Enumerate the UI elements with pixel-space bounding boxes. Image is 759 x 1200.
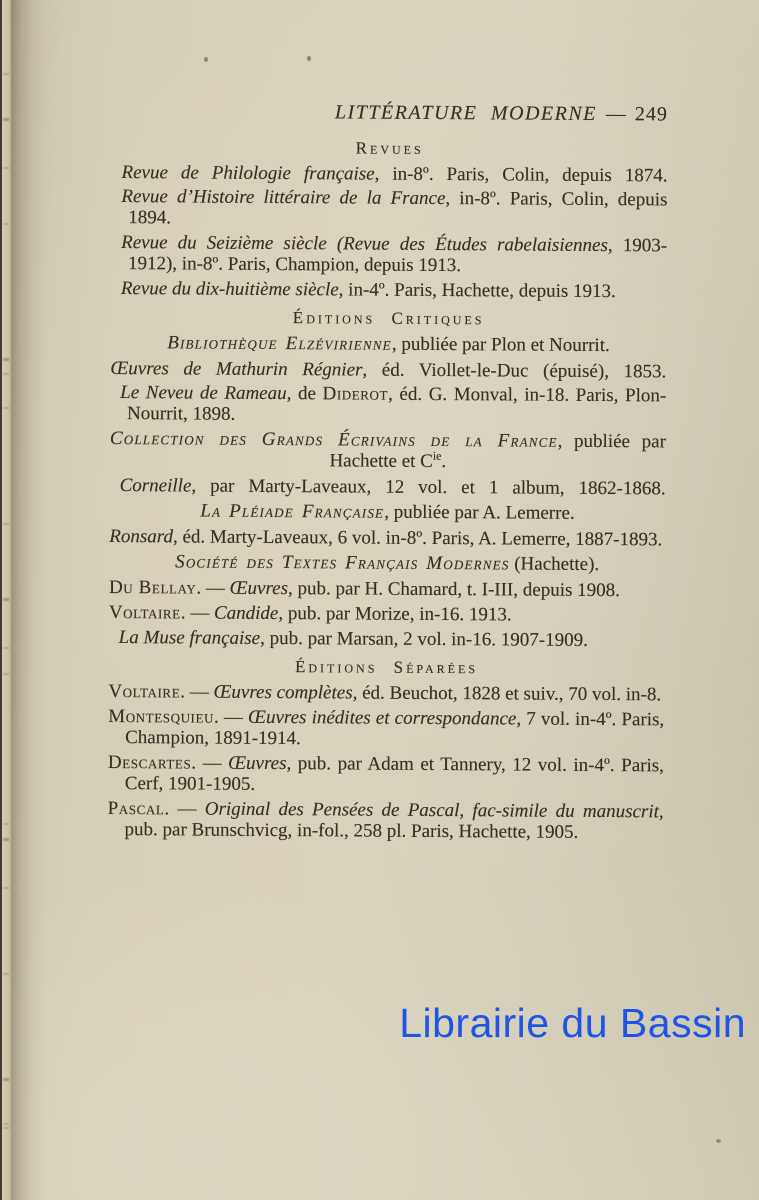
entry-bibliotheque-elzevirienne [110, 332, 666, 356]
text-segment-ro: , par Marty-Laveaux, 12 vol. et 1 album, 1862-1868. [191, 475, 666, 500]
text-segment-ro: , in-8º. Paris, Colin, depuis 1874. [374, 163, 668, 187]
text-segment-sc: Du Bellay [108, 576, 197, 599]
page-number: 249 [634, 103, 668, 126]
text-segment-it: Ronsard [109, 525, 174, 548]
entry-collection-grands-ecrivains [110, 428, 666, 473]
entry-revue-histoire-litteraire [111, 186, 667, 231]
text-segment-ro: , in-4º. Paris, Hachette, depuis 1913. [338, 279, 616, 303]
text-segment-sc: Pascal [107, 797, 165, 820]
entry-ronsard [109, 526, 665, 550]
text-segment-it: Œuvres inédites et correspondance [248, 706, 517, 730]
paper-speck [307, 56, 311, 61]
text-segment-ro: , pub. par Morize, in-16. 1913. [278, 603, 512, 626]
text-segment-it: Œuvres [229, 577, 289, 600]
paper-speck [204, 57, 208, 62]
text-segment-sc: Diderot [322, 383, 389, 405]
section-heading-editions-separees: Éditions Séparées [294, 657, 479, 678]
text-segment-ro: , éd. Viollet-le-Duc (épuisé), 1853. [362, 359, 667, 383]
text-segment-it: Œuvres de Mathurin Régnier [110, 357, 363, 381]
text-segment-ro: (Hachette). [509, 553, 600, 575]
text-segment-ro: . — [213, 706, 249, 728]
text-segment-ro: . — [180, 602, 215, 624]
text-segment-it: Revue du Seizième siècle (Revue des Études rabelaisiennes [121, 232, 608, 257]
text-segment-ro: , éd. Marty-Laveaux, 6 vol. in-8º. Paris, A. Lemerre, 1887-1893. [172, 526, 663, 551]
text-segment-sc: Descartes [107, 751, 192, 774]
paper-speck [716, 1139, 721, 1143]
text-segment-ro: , éd. Beuchot, 1828 et suiv., 70 vol. in-8. [352, 682, 662, 706]
text-segment-ro: . — [191, 752, 229, 774]
text-segment-sc: Voltaire [108, 601, 181, 624]
text-segment-sup: ie [432, 449, 442, 463]
entry-revue-de-philologie-francaise [111, 162, 667, 186]
section-heading-revues: Revues [355, 138, 424, 158]
entry-voltaire-oeuvres-completes [108, 681, 664, 705]
running-head-title: LITTÉRATURE MODERNE [334, 101, 597, 125]
text-segment-it: Candide [213, 602, 279, 625]
text-segment-it: Corneille [119, 475, 192, 497]
entry-revue-du-seizieme-siecle [111, 232, 667, 277]
text-segment-itc: Société des Textes Français Modernes [175, 551, 510, 575]
text-segment-it: Original des Pensées de Pascal, fac-simile du manuscrit, [204, 798, 664, 823]
entry-voltaire-candide [109, 602, 665, 626]
page-text-block [107, 100, 668, 846]
section-heading-editions-critiques: Éditions Critiques [292, 308, 485, 329]
text-segment-it: Revue d’Histoire littéraire de la France [121, 186, 446, 210]
entry-corneille [110, 475, 666, 499]
entry-le-neveu-de-rameau [110, 382, 666, 427]
section-revues [111, 137, 668, 302]
entry-montesquieu-oeuvres-inedites [108, 706, 664, 751]
text-segment-itc: Bibliothèque Elzévirienne [167, 332, 392, 355]
text-segment-it: Le Neveu de Rameau [120, 382, 287, 405]
text-segment-ro: , pub. par H. Chamard, t. I-III, depuis 1908. [287, 578, 620, 602]
facing-page-text-residue [3, 0, 9, 1200]
gutter-shadow [11, 0, 45, 1200]
entry-pascal-original-des-pensees [107, 798, 663, 843]
text-segment-ro: , de [286, 383, 323, 405]
text-segment-ro: , éd. G. Monval, in-18. Paris, Plon-Nourrit, 1898. [127, 383, 667, 425]
text-segment-itc: La Pléiade Française [200, 500, 385, 523]
entry-societe-textes-francais-modernes [109, 551, 665, 575]
entry-descartes-oeuvres [108, 752, 664, 797]
section-editions-separees [107, 656, 664, 843]
entry-la-pleiade-francaise [109, 500, 665, 524]
text-segment-it: La Muse française [118, 627, 261, 649]
text-segment-ro: , publiée par Hachette et C [329, 430, 667, 472]
entry-la-muse-francaise [109, 627, 665, 651]
text-segment-ro: , 7 vol. in-4º. Paris, Champion, 1891-1914. [125, 708, 665, 750]
text-segment-ro: . — [196, 577, 230, 599]
text-segment-ro: , publiée par Plon et Nourrit. [391, 333, 610, 357]
text-segment-ro: , 1903-1912), in-8º. Paris, Champion, depuis 1913. [127, 235, 668, 277]
text-segment-it: Revue de Philologie française [121, 162, 375, 185]
section-editions-critiques [109, 307, 667, 651]
facing-page-edge [2, 0, 11, 1200]
text-segment-itc: Collection des Grands Écrivains de la France [109, 427, 558, 452]
text-segment-ro: , publiée par A. Lemerre. [384, 501, 575, 524]
text-segment-it: Revue du dix-huitième siècle [120, 278, 339, 301]
entry-revue-du-dix-huitieme-siecle [111, 278, 667, 302]
running-head-separator: — [605, 103, 626, 126]
bookseller-watermark: Librairie du Bassin [399, 1000, 746, 1046]
text-segment-ro: , pub. par Marsan, 2 vol. in-16. 1907-1909. [260, 627, 588, 651]
text-segment-ro: . — [180, 681, 214, 703]
entry-oeuvres-mathurin-regnier [110, 358, 666, 382]
text-segment-sc: Voltaire [108, 680, 181, 703]
text-segment-ro: . [441, 451, 447, 473]
text-segment-ro: pub. par Brunschvicg, in-fol., 258 pl. Paris, Hachette, 1905. [124, 819, 579, 843]
text-segment-ro: , pub. par Adam et Tannery, 12 vol. in-4º. Paris, Cerf, 1901-1905. [124, 753, 665, 795]
text-segment-ro: , in-8º. Paris, Colin, depuis 1894. [128, 188, 668, 229]
running-head [112, 100, 668, 126]
text-segment-ro: . — [164, 798, 205, 820]
text-segment-it: Œuvres complètes [213, 681, 353, 704]
text-segment-it: Œuvres [228, 752, 287, 775]
text-segment-sc: Montesquieu [108, 705, 215, 728]
entry-du-bellay-oeuvres [109, 577, 665, 601]
